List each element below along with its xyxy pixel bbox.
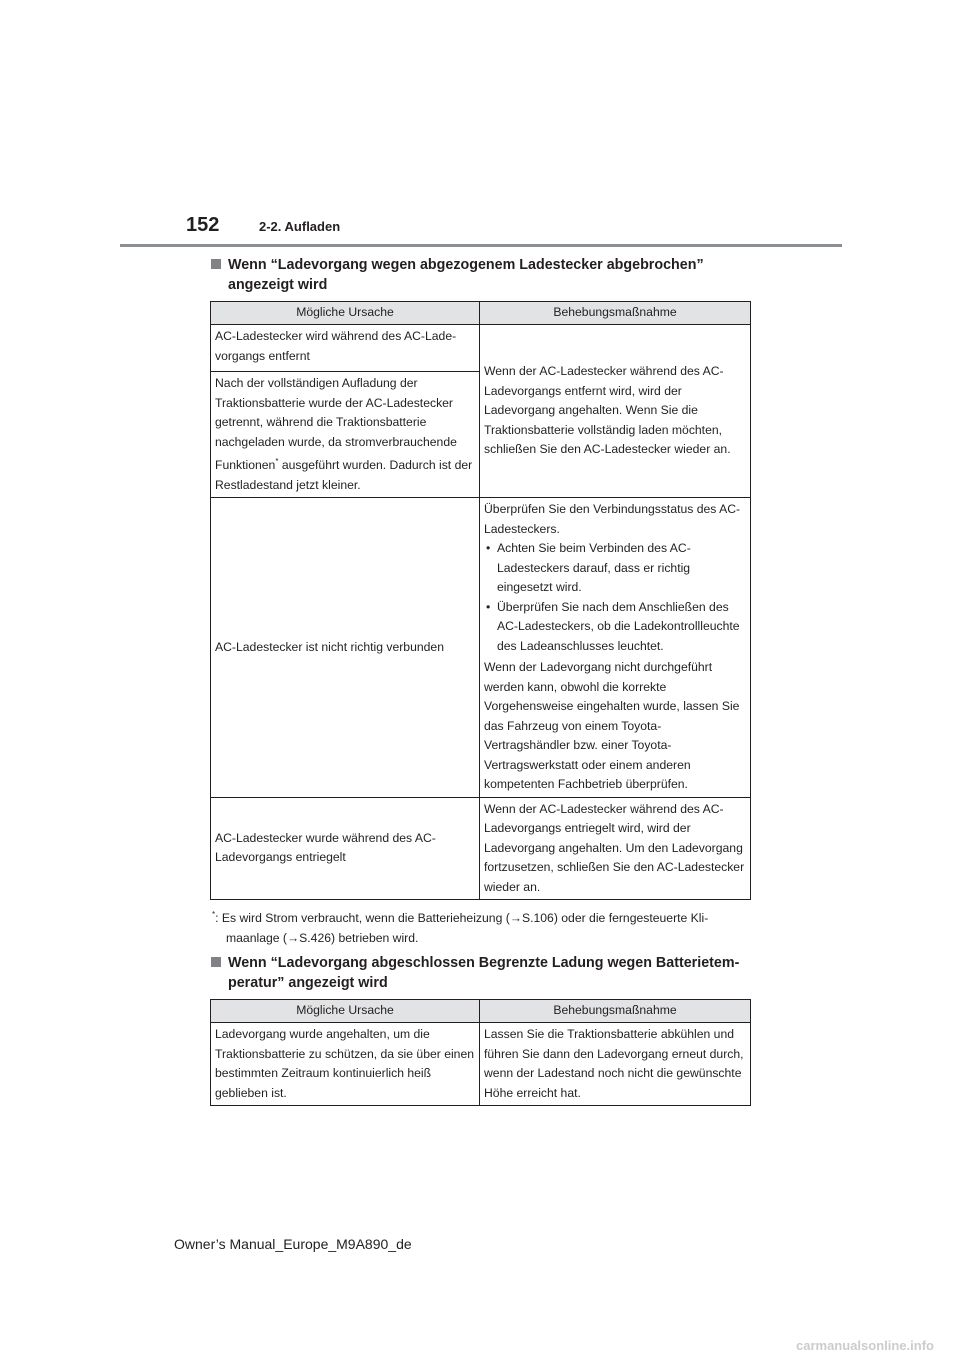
square-bullet-icon (211, 957, 221, 967)
footnote-marker: * (212, 910, 216, 919)
cause-cell: Ladevorgang wurde angehalten, um die Traktionsbatterie zu schützen, da sie über einen bestimmten Zeitraum kontinuierlich heiß geblieben ist. (211, 1023, 480, 1106)
section2-table (210, 999, 751, 1106)
footnote-line2: maanlage (→S.426) betrieben wird. (226, 931, 419, 946)
section-title: 2-2. Aufladen (259, 219, 341, 234)
footnote (212, 905, 757, 948)
footnote-line1 (212, 905, 757, 928)
section2-heading (211, 953, 771, 993)
column-header-remedy: Behebungsmaßnahme (480, 302, 751, 325)
footnote-text: : Es wird Strom verbraucht, wenn die Batterieheizung (→S.106) oder die ferngesteuerte Kli- (215, 911, 709, 926)
table-row (211, 498, 751, 798)
page-number: 152 (186, 214, 220, 236)
column-header-cause: Mögliche Ursache (211, 1000, 480, 1023)
remedy-cell (480, 498, 751, 798)
square-bullet-icon (211, 259, 221, 269)
column-header-remedy: Behebungsmaßnahme (480, 1000, 751, 1023)
table-row (211, 797, 751, 900)
table-header-row (211, 302, 751, 325)
remedy-intro: Überprüfen Sie den Verbindungsstatus des AC-Ladesteckers. (484, 502, 741, 536)
remedy-outro: Wenn der Ladevorgang nicht durchgeführt werden kann, obwohl die korrekte Vorgehensweise eingehalten wurde, lassen Sie das Fahrzeug von einem Toyota-Vertragshändler bzw. einer Toyota-Vertragswerkstatt oder einem anderen kompetenten Fachbetrieb überprüfen. (484, 660, 740, 792)
table-header-row (211, 1000, 751, 1023)
section2-heading-line2: peratur” angezeigt wird (228, 975, 388, 991)
remedy-cell: Wenn der AC-Ladestecker während des AC-Ladevorgangs entriegelt wird, wird der Ladevorgang angehalten. Um den Ladevorgang fortzusetzen, schließen Sie den AC-Ladestecker wieder an. (480, 797, 751, 900)
header-divider (120, 244, 842, 247)
section1-heading-line2: angezeigt wird (228, 277, 328, 293)
cause-cell: AC-Ladestecker ist nicht richtig verbunden (211, 498, 480, 798)
cause-cell: AC-Ladestecker wurde während des AC-Ladevorgangs entriegelt (211, 797, 480, 900)
remedy-cell: Lassen Sie die Traktionsbatterie abkühlen und führen Sie dann den Ladevorgang erneut durch, wenn der Ladestand noch nicht die gewünschte Höhe erreicht hat. (480, 1023, 751, 1106)
manual-footer: Owner’s Manual_Europe_M9A890_de (174, 1236, 412, 1252)
cause-cell (211, 372, 480, 498)
column-header-cause: Mögliche Ursache (211, 302, 480, 325)
section1-heading (211, 255, 771, 295)
cause-text-continued: ausgeführt wurden. Dadurch ist der Restladestand jetzt kleiner. (215, 458, 473, 492)
watermark: carmanualsonline.info (796, 1338, 934, 1353)
section1-table (210, 301, 751, 900)
footnote-marker: * (275, 457, 279, 466)
table-row (211, 1023, 751, 1106)
table-row (211, 325, 751, 372)
list-item: • Überprüfen Sie nach dem Anschließen des AC-Ladesteckers, ob die Ladekontrollleuchte des Ladeanschlusses leuchtet. (484, 598, 746, 657)
remedy-bullet-list (484, 539, 746, 656)
list-item: • Achten Sie beim Verbinden des AC-Ladesteckers darauf, dass er richtig eingesetzt wird. (484, 539, 746, 598)
remedy-cell: Wenn der AC-Ladestecker während des AC-Ladevorgangs entfernt wird, wird der Ladevorgang angehalten. Wenn Sie die Traktionsbatterie vollständig laden möchten, schließen Sie den AC-Ladestecker wieder an. (480, 325, 751, 498)
cause-cell: AC-Ladestecker wird während des AC-Lade-vorgangs entfernt (211, 325, 480, 372)
cause-text: Nach der vollständigen Aufladung der Traktionsbatterie wurde der AC-Ladestecker getrennt, während die Traktionsbatterie nachgeladen wurde, da stromverbrauchende Funktionen (215, 376, 457, 473)
section1-heading-line1: Wenn “Ladevorgang wegen abgezogenem Ladestecker abgebrochen” (228, 257, 704, 273)
section2-heading-line1: Wenn “Ladevorgang abgeschlossen Begrenzte Ladung wegen Batterietem- (228, 955, 740, 971)
